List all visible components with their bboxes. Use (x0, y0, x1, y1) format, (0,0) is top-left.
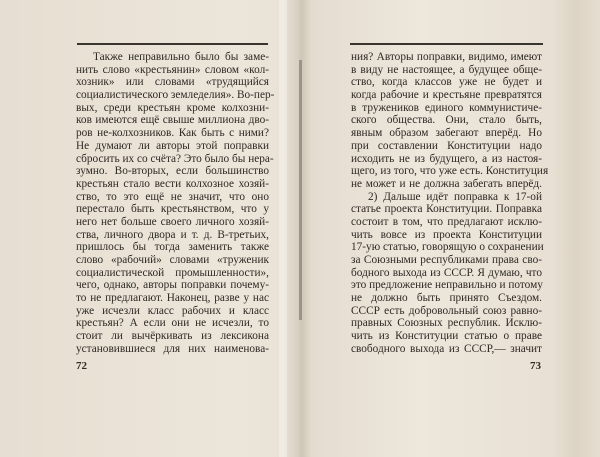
right-page-text (351, 51, 549, 356)
text-line: нить слово «крестьянин» словом «кол- (76, 63, 269, 76)
text-line: вых, среди крестьян кроме колхозни- (76, 101, 269, 114)
text-line: свободного выхода из СССР,— значит (351, 342, 542, 355)
left-header-rule (77, 43, 268, 45)
text-line: в тружеников единого коммунистиче- (351, 101, 542, 114)
text-line: когда рабочие и крестьяне превратятся (351, 89, 542, 102)
text-line: ство, когда классов уже не будет и (351, 76, 542, 89)
scan-streak (279, 0, 287, 457)
right-header-rule (350, 43, 543, 45)
text-line: состоит в том, что предлагают исклю- (351, 215, 542, 228)
text-line: ского общества. Они, стало быть, (351, 114, 542, 127)
text-line: социалистической промышленности», (76, 266, 269, 279)
text-line: статье проекта Конституции. Поправка (351, 203, 542, 216)
text-line: 17-ую статью, говорящую о сохранении (351, 241, 544, 254)
text-line: явным образом забегают вперёд. Но (351, 127, 542, 140)
text-line: за Союзными республиками права сво- (351, 254, 542, 266)
text-line: крестьян? А если они не исчезли, то (76, 317, 269, 330)
text-line: сбросить их со счёта? Это было бы нера- (76, 152, 274, 165)
text-line: чить вовсе из проекта Конституции (351, 228, 542, 241)
text-line: СССР есть добровольный союз равно- (351, 304, 542, 317)
text-line: 2) Дальше идёт поправка к 17-ой (368, 190, 542, 203)
text-line: бодного выхода из СССР. Я думаю, что (351, 266, 542, 279)
text-line: правных Союзных республик. Исклю- (351, 317, 542, 330)
text-line: то не предлагают. Наконец, разве у нас (76, 292, 269, 305)
text-line: Также неправильно было бы заме- (93, 51, 269, 63)
text-line: ства, личного двора и т. д. В-третьих, (76, 228, 269, 241)
text-line: не должно быть принято Съездом. (351, 292, 542, 305)
text-line: исходить не из будущего, а из настоя- (351, 152, 542, 165)
text-line: щего, из того, что уже есть. Конституция (351, 165, 549, 178)
text-line: хозник» или словами «трудящийся (76, 76, 269, 89)
text-line: уже исчезли класс рабочих и класс (76, 304, 269, 317)
text-line: него нет больше своего личного хозяй- (76, 215, 269, 228)
text-line: слово «рабочий» словами «труженик (76, 254, 269, 266)
text-line: при составлении Конституции надо (351, 139, 542, 152)
text-line: крестьян стало вести колхозное хозяй- (76, 177, 269, 190)
text-line: ния? Авторы поправки, видимо, имеют (351, 51, 542, 63)
text-line: ков имеются ещё свыше миллиона дво- (76, 114, 269, 127)
text-line: перестало быть крестьянством, что у (76, 203, 269, 216)
left-page-number: 72 (76, 360, 87, 372)
text-line: Не думают ли авторы этой поправки (76, 139, 269, 152)
text-line: стоит ли вычёркивать из лексикона (76, 330, 269, 343)
text-line: в виду не настоящее, а будущее обще- (351, 63, 542, 76)
text-line: не может и не должна забегать вперёд. (351, 177, 542, 190)
text-line: ство, то это ещё не значит, что оно (76, 190, 269, 203)
text-line: установившиеся для них наименова- (76, 342, 269, 355)
text-line: пришлось бы тогда заменить также (76, 241, 269, 254)
text-line: ров не-колхозников. Как быть с ними? (76, 127, 269, 140)
text-line: зумно. Во-вторых, если большинство (76, 165, 269, 178)
right-page-number: 73 (530, 360, 541, 372)
text-line: чить из Конституции статью о праве (351, 330, 542, 343)
text-line: это предложение неправильно и потому (351, 279, 543, 292)
book-gutter (299, 60, 302, 320)
text-line: чего, однако, авторы поправки почему- (76, 279, 269, 292)
text-line: социалистического земледелия». Во-пер- (76, 89, 275, 102)
left-page-text (76, 51, 275, 356)
